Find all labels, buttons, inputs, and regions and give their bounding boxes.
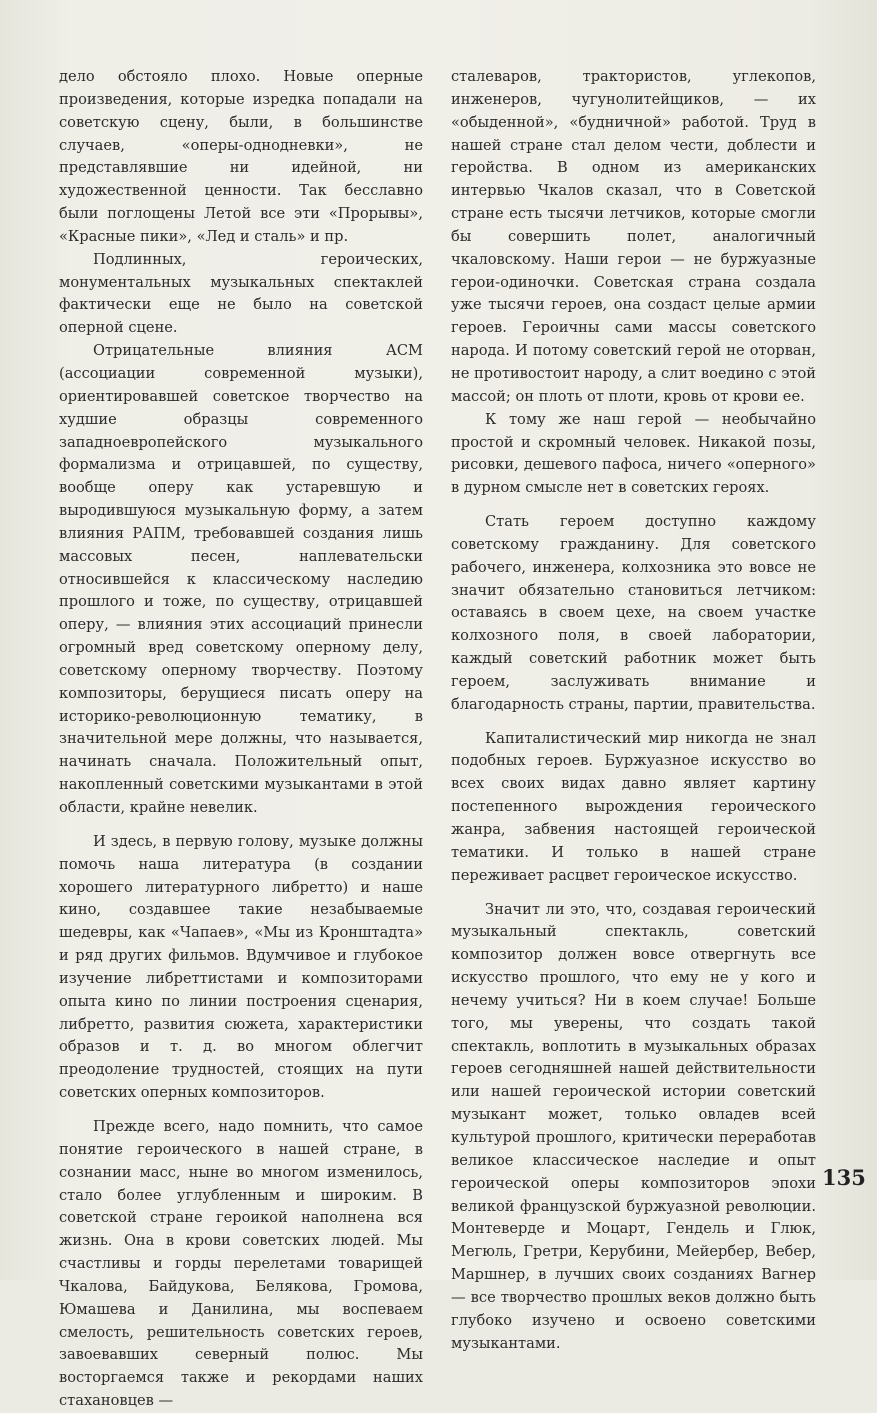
paragraph: Стать героем доступно каждому советскому гражданину. Для советского рабочего, инженера, колхозника это вовсе не значит обязательно становиться летчиком: оставаясь в своем цехе, на своем участке колхозного поля, в своей лаборатории, каждый советский работник может быть героем, заслуживать внимание и благодарность страны, партии, правительства. <box>451 513 816 713</box>
paragraph: Отрицательные влияния АСМ (ассоциации современной музыки), ориентировавшей советское творчество на худшие образцы современного западноевропейского музыкального формализма и отрицавшей, по существу, вообще оперу как устаревшую и выродившуюся музыкальную форму, а затем влияния РАПМ, требовавшей создания лишь массовых песен, наплевательски относившейся к классическому наследию прошлого и тоже, по существу, отрицавшей оперу, — влияния этих ассоциаций принесли огромный вред советскому оперному делу, советскому оперному творчеству. Поэтому композиторы, берущиеся писать оперу на историко-революционную тематику, в значительной мере должны, что называется, начинать сначала. Положительный опыт, накопленный советскими музыкантами в этой области, крайне невелик. <box>59 342 423 816</box>
paragraph: Подлинных, героических, монументальных музыкальных спектаклей фактически еще не было на советской оперной сцене. <box>59 250 423 337</box>
paragraph: Значит ли это, что, создавая героический музыкальный спектакль, советский композитор должен вовсе отвергнуть все искусство прошлого, что ему не у кого и нечему учиться? Ни в коем случае! Больше того, мы уверены, что создать такой спектакль, воплотить в музыкальных образах героев сегодняшней нашей действительности или нашей героической истории советский музыкант может, только овладев всей культурой прошлого, критически переработав великое классическое наследие и опыт героической оперы композиторов эпохи великой французской буржуазной революции. Монтеверде и Моцарт, Гендель и Глюк, Мегюль, Гретри, Керубини, Мейербер, Вебер, Маршнер, в лучших своих созданиях Вагнер — все творчество прошлых веков должно быть глубоко изучено и освоено советскими музыкантами. <box>451 900 816 1352</box>
paragraph: К тому же наш герой — необычайно простой и скромный человек. Никакой позы, рисовки, дешевого пафоса, ничего «оперного» в дурном смысле нет в советских героях. <box>451 410 816 497</box>
paragraph: Прежде всего, надо помнить, что самое понятие героического в нашей стране, в сознании масс, ныне во многом изменилось, стало более углубленным и широким. В советской стране героикой наполнена вся жизнь. Она в крови советских людей. Мы счастливы и горды перелетами товарищей Чкалова, Байдукова, Белякова, Громова, Юмашева и Данилина, мы воспеваем смелость, решительность советских героев, завоевавших северный полюс. Мы восторгаемся также и рекордами наших стахановцев — <box>59 1117 423 1410</box>
paragraph: сталеваров, трактористов, углекопов, инженеров, чугунолитейщиков, — их «обыденной», «будничной» работой. Труд в нашей стране стал делом чести, доблести и геройства. В одном из американских интервью Чкалов сказал, что в Советской стране есть тысячи летчиков, которые смогли бы совершить полет, аналогичный чкаловскому. Наши герои — не буржуазные герои-одиночки. Советская страна создала уже тысячи героев, она создаст целые армии героев. Героичны сами массы советского народа. И потому советский герой не оторван, не противостоит народу, а слит воедино с этой массой; он плоть от плоти, кровь от крови ее. <box>451 68 816 405</box>
left-column <box>59 66 423 1413</box>
paragraph: Капиталистический мир никогда не знал подобных героев. Буржуазное искусство во всех своих видах давно являет картину постепенного вырождения героического жанра, забвения настоящей героической тематики. И только в нашей стране переживает расцвет героическое искусство. <box>451 729 816 884</box>
paragraph: И здесь, в первую голову, музыке должны помочь наша литература (в создании хорошего литературного либретто) и наше кино, создавшее такие незабываемые шедевры, как «Чапаев», «Мы из Кронштадта» и ряд других фильмов. Вдумчивое и глубокое изучение либреттистами и композиторами опыта кино по линии построения сценария, либретто, развития сюжета, характеристики образов и т. д. во многом облегчит преодоление трудностей, стоящих на пути советских оперных композиторов. <box>59 832 423 1102</box>
page-number: 135 <box>822 1165 866 1190</box>
right-column <box>451 66 816 1355</box>
paragraph: дело обстояло плохо. Новые оперные произведения, которые изредка попадали на советскую сцену, были, в большинстве случаев, «оперы-однодневки», не представлявшие ни идейной, ни художественной ценности. Так бесславно были поглощены Летой все эти «Прорывы», «Красные пики», «Лед и сталь» и пр. <box>59 68 423 245</box>
